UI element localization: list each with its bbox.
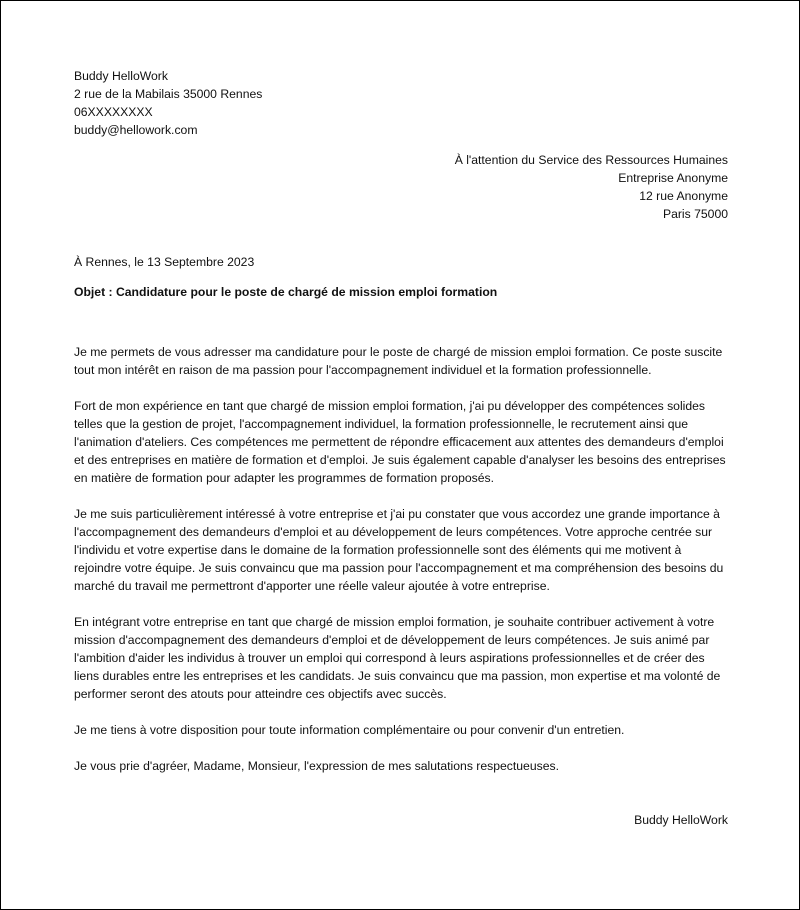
place-date: À Rennes, le 13 Septembre 2023: [74, 255, 255, 269]
letter-body: [74, 343, 728, 775]
sender-email: buddy@hellowork.com: [74, 123, 198, 137]
subject-line: Objet : Candidature pour le poste de chargé de mission emploi formation: [74, 285, 498, 299]
recipient-block: [74, 151, 728, 223]
letter-content: [74, 67, 728, 829]
recipient-company: Entreprise Anonyme: [618, 171, 728, 185]
closing-paragraph: Je vous prie d'agréer, Madame, Monsieur, l'expression de mes salutations respectueuses.: [74, 759, 559, 773]
body-paragraph: Je me suis particulièrement intéressé à votre entreprise et j'ai pu constater que vous accordez une grande importance à l'accompagnement des demandeurs d'emploi et au développement de leurs compétences. Votre approche centrée sur l'individu et votre expertise dans le domaine de la formation professionnelle sont des éléments qui me motivent à rejoindre votre équipe. Je suis convaincu que ma passion pour l'accompagnement et ma compréhension des besoins du marché du travail me permettront d'apporter une réelle valeur ajoutée à votre entreprise.: [74, 507, 724, 593]
body-paragraph: Je me tiens à votre disposition pour toute information complémentaire ou pour convenir d'un entretien.: [74, 723, 625, 737]
body-paragraph: En intégrant votre entreprise en tant que chargé de mission emploi formation, je souhaite contribuer activement à votre mission d'accompagnement des demandeurs d'emploi et de développement de leurs compétences. Je suis animé par l'ambition d'aider les individus à trouver un emploi qui correspond à leurs aspirations professionnelles et de créer des liens durables entre les entreprises et les candidats. Je suis convaincu que ma passion, mon expertise et ma volonté de performer seront des atouts pour atteindre ces objectifs avec succès.: [74, 615, 721, 701]
signature: Buddy HelloWork: [634, 813, 728, 827]
sender-phone: 06XXXXXXXX: [74, 105, 153, 119]
recipient-attention: À l'attention du Service des Ressources Humaines: [454, 153, 728, 167]
sender-address: 2 rue de la Mabilais 35000 Rennes: [74, 87, 263, 101]
sender-block: [74, 67, 728, 139]
body-paragraph: Fort de mon expérience en tant que chargé de mission emploi formation, j'ai pu développer des compétences solides telles que la gestion de projet, l'accompagnement individuel, la formation professionnelle, le recrutement ainsi que l'animation d'ateliers. Ces compétences me permettent de répondre efficacement aux attentes des demandeurs d'emploi et des entreprises en matière de formation et d'emploi. Je suis également capable d'analyser les besoins des entreprises en matière de formation pour adapter les programmes de formation proposés.: [74, 399, 726, 485]
recipient-city: Paris 75000: [662, 207, 728, 221]
body-paragraph: Je me permets de vous adresser ma candidature pour le poste de chargé de mission emploi formation. Ce poste suscite tout mon intérêt en raison de ma passion pour l'accompagnement individuel et la formation professionnelle.: [74, 345, 723, 377]
recipient-street: 12 rue Anonyme: [639, 189, 728, 203]
sender-name: Buddy HelloWork: [74, 69, 168, 83]
